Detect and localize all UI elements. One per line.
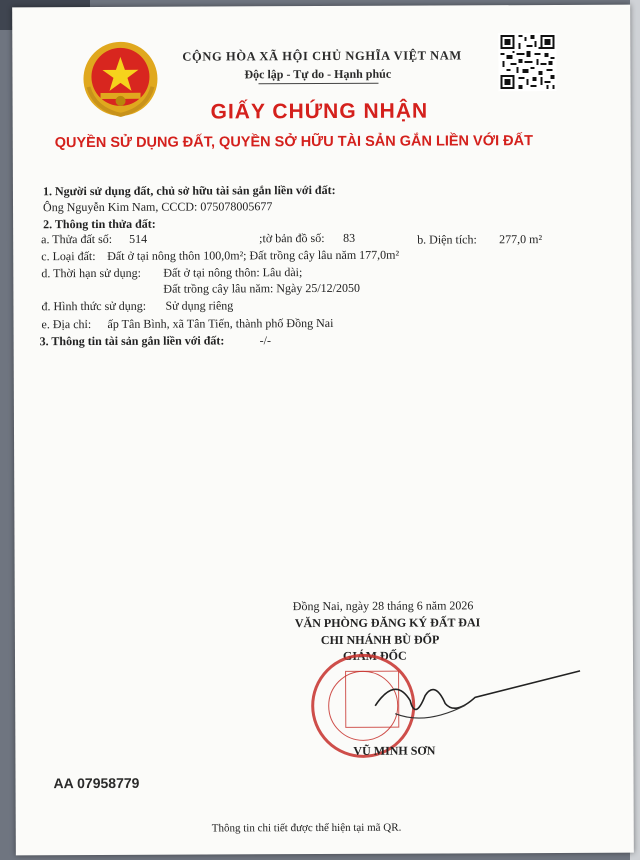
land-type-label: c. Loại đất: — [41, 248, 96, 264]
area-label: b. Diện tích: — [417, 232, 477, 247]
usage-form-value: Sử dụng riêng — [165, 298, 234, 313]
section2-heading: 2. Thông tin thửa đất: — [43, 216, 156, 232]
owner-info: Ông Nguyễn Kim Nam, CCCD: 075078005677 — [42, 199, 273, 215]
section3-value: -/- — [259, 333, 271, 348]
duration-line2: Đất trồng cây lâu năm: Ngày 25/12/2050 — [163, 280, 361, 296]
address-value: ấp Tân Bình, xã Tân Tiến, thành phố Đồng Nai — [107, 315, 334, 331]
address-label: e. Địa chỉ: — [41, 317, 92, 332]
parcel-value: 514 — [129, 231, 148, 246]
duration-line1: Đất ở tại nông thôn: Lâu dài; — [163, 265, 303, 280]
qr-code-icon[interactable] — [498, 33, 556, 91]
serial-number: AA 07958779 — [53, 774, 140, 792]
issuing-office: VĂN PHÒNG ĐĂNG KÝ ĐẤT ĐAI — [294, 615, 481, 631]
duration-label: d. Thời hạn sử dụng: — [41, 265, 141, 281]
national-motto: Độc lập - Tự do - Hạnh phúc — [244, 66, 392, 82]
certificate-title: GIẤY CHỨNG NHẬN — [210, 99, 429, 124]
national-emblem-icon — [80, 39, 160, 119]
certificate-subtitle: QUYỀN SỬ DỤNG ĐẤT, QUYỀN SỞ HỮU TÀI SẢN GẮN LIỀN VỚI ĐẤT — [54, 133, 533, 152]
issuing-branch: CHI NHÁNH BÙ ĐỐP — [320, 632, 440, 648]
signer-position: GIÁM ĐỐC — [342, 648, 407, 663]
land-type-value: Đất ở tại nông thôn 100,0m²; Đất trồng cây lâu năm 177,0m² — [107, 247, 400, 263]
handwritten-signature — [355, 665, 585, 736]
signer-name: VŨ MINH SƠN — [353, 743, 436, 758]
map-value: 83 — [343, 230, 356, 245]
section3-heading: 3. Thông tin tài sản gắn liền với đất: — [39, 333, 225, 349]
section1-heading: 1. Người sử dụng đất, chủ sở hữu tài sản gắn liền với đất: — [42, 182, 336, 199]
area-value: 277,0 m² — [499, 232, 543, 247]
usage-form-label: đ. Hình thức sử dụng: — [41, 298, 147, 314]
parcel-label: a. Thửa đất số: — [41, 231, 113, 247]
place-date: Đồng Nai, ngày 28 tháng 6 năm 2026 — [292, 598, 474, 614]
footer-note: Thông tin chi tiết được thể hiện tại mã QR. — [211, 821, 402, 835]
map-label: ;tờ bản đồ số: — [259, 230, 325, 246]
motto-underline — [258, 83, 378, 85]
certificate-document — [12, 5, 634, 856]
national-name: CỘNG HÒA XÃ HỘI CHỦ NGHĨA VIỆT NAM — [182, 48, 462, 64]
